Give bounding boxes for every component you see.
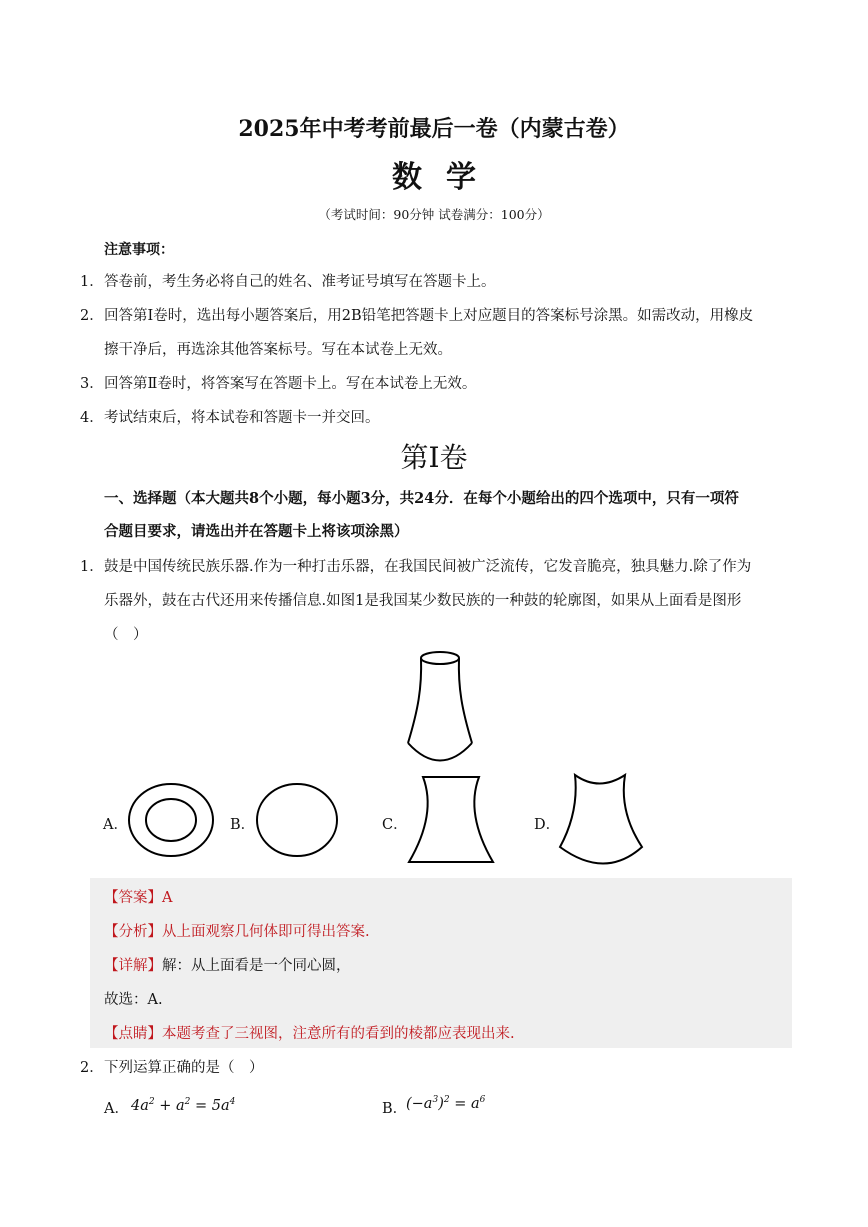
option-c-label[interactable]: C．	[382, 817, 408, 833]
note-text: 答卷前，考生务必将自己的姓名、准考证号填写在答题卡上。	[104, 274, 496, 290]
answer-value: A	[162, 890, 173, 906]
comment-line	[104, 1024, 515, 1044]
q2-option-b-math[interactable]: $(-a^3)^2 = a^6$	[406, 1095, 486, 1112]
question-number: 1．	[80, 559, 104, 575]
note-text: 考试结束后，将本试卷和答题卡一并交回。	[104, 410, 380, 426]
q2-option-b-label[interactable]: B．	[382, 1101, 408, 1117]
section-title: 第Ⅰ卷	[400, 441, 468, 474]
analysis-tag: 【分析】	[104, 924, 162, 940]
question-text: 鼓是中国传统民族乐器.作为一种打击乐器，在我国民间被广泛流传，它发音脆亮，独具魅力.除了作为	[104, 559, 752, 575]
concave-trapezoid-icon[interactable]	[405, 774, 497, 866]
note-text: 擦干净后，再选涂其他答案标号。写在本试卷上无效。	[104, 342, 452, 358]
answer-tag: 【答案】	[104, 890, 162, 906]
question-text: 下列运算正确的是（ ）	[104, 1060, 264, 1076]
subject-title: 数学	[392, 160, 500, 195]
question-text: 乐器外，鼓在古代还用来传播信息.如图1是我国某少数民族的一种鼓的轮廓图，如果从上面看是图形	[104, 593, 742, 609]
note-number: 3．	[80, 376, 104, 392]
detail-tag: 【详解】	[104, 958, 162, 974]
note-text: 回答第Ⅰ卷时，选出每小题答案后，用2B铅笔把答题卡上对应题目的答案标号涂黑。如需改动，用橡皮	[104, 308, 754, 324]
comment-text: 本题考查了三视图，注意所有的看到的棱都应表现出来.	[162, 1026, 515, 1042]
analysis-line	[104, 922, 370, 942]
drum-figure	[400, 648, 480, 764]
q2-option-a-label[interactable]: A．	[104, 1101, 129, 1117]
option-a-label[interactable]: A．	[103, 817, 128, 833]
analysis-text: 从上面观察几何体即可得出答案.	[162, 924, 370, 940]
note-number: 1．	[80, 274, 104, 290]
notes-heading: 注意事项：	[104, 242, 174, 258]
choice-line: 故选：A.	[104, 992, 163, 1008]
exam-meta: （考试时间：90分钟 试卷满分：100分）	[318, 207, 550, 222]
ellipse-icon[interactable]	[255, 782, 339, 858]
section-instructions: 合题目要求，请选出并在答题卡上将该项涂黑）	[104, 523, 409, 540]
answer-line	[104, 888, 172, 908]
q2-option-a-math[interactable]: $4a^2 + a^2 = 5a^4$	[131, 1097, 236, 1114]
detail-text: 解：从上面看是一个同心圆，	[162, 958, 351, 974]
note-number: 2．	[80, 308, 104, 324]
concentric-circles-icon[interactable]	[127, 782, 215, 858]
note-text: 回答第Ⅱ卷时，将答案写在答题卡上。写在本试卷上无效。	[104, 376, 477, 392]
option-d-label[interactable]: D．	[534, 817, 561, 833]
drum-side-icon[interactable]	[557, 772, 647, 868]
exam-title: 2025年中考考前最后一卷（内蒙古卷）	[238, 116, 630, 142]
option-b-label[interactable]: B．	[230, 817, 256, 833]
question-number: 2．	[80, 1060, 104, 1076]
section-instructions: 一、选择题（本大题共8个小题，每小题3分，共24分．在每个小题给出的四个选项中，只有一项符	[104, 490, 739, 507]
detail-line	[104, 956, 351, 976]
comment-tag: 【点睛】	[104, 1026, 162, 1042]
note-number: 4．	[80, 410, 104, 426]
question-blank: （ ）	[104, 627, 148, 643]
